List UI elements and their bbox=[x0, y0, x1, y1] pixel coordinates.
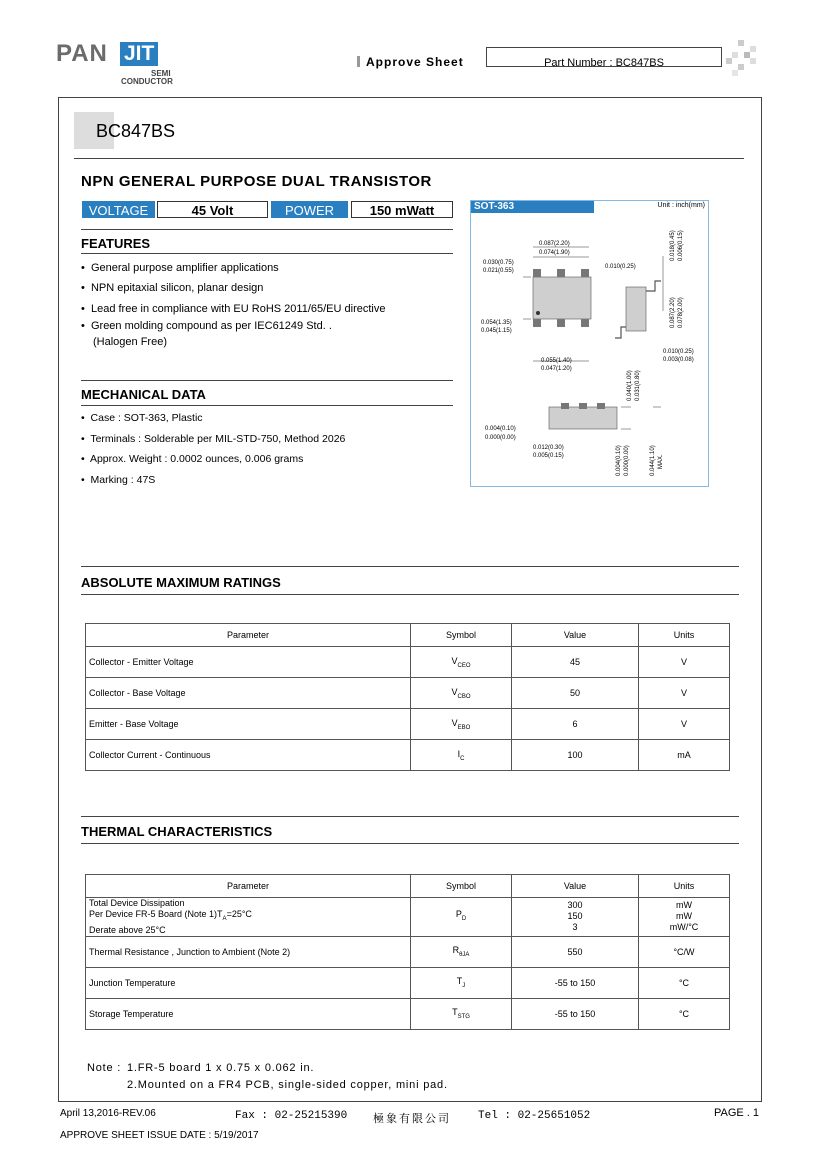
svg-text:0.006(0.15): 0.006(0.15) bbox=[678, 230, 684, 261]
svg-text:0.012(0.30): 0.012(0.30) bbox=[533, 445, 564, 451]
cell-symbol: $R_{\theta JA}$ bbox=[411, 936, 512, 967]
cell-value: 50 bbox=[512, 678, 639, 709]
svg-text:0.005(0.15): 0.005(0.15) bbox=[533, 453, 564, 459]
svg-text:0.030(0.75): 0.030(0.75) bbox=[483, 260, 514, 266]
list-item: • Marking : 47S bbox=[81, 474, 156, 486]
svg-text:0.087(2.20): 0.087(2.20) bbox=[539, 241, 570, 247]
svg-text:0.000(0.00): 0.000(0.00) bbox=[485, 435, 516, 441]
voltage-label: VOLTAGE bbox=[82, 201, 155, 218]
cell-param: Thermal Resistance , Junction to Ambient (Note 2) bbox=[86, 936, 411, 967]
footer-issue-date: APPROVE SHEET ISSUE DATE : 5/19/2017 bbox=[60, 1130, 259, 1141]
power-label: POWER bbox=[271, 201, 348, 218]
svg-text:0.003(0.08): 0.003(0.08) bbox=[663, 357, 694, 363]
logo-conductor-text: CONDUCTOR bbox=[121, 77, 173, 86]
features-title: FEATURES bbox=[81, 236, 151, 251]
svg-text:0.010(0.25): 0.010(0.25) bbox=[663, 349, 694, 355]
cell-value: -55 to 150 bbox=[512, 998, 639, 1029]
cell-symbol: $V_{CEO}$ bbox=[411, 647, 512, 678]
abs-max-table bbox=[85, 623, 730, 771]
package-outline-svg bbox=[471, 201, 710, 488]
list-item: • General purpose amplifier applications bbox=[81, 262, 279, 274]
cell-param: Emitter - Base Voltage bbox=[86, 709, 411, 740]
table-row bbox=[86, 740, 730, 771]
cell-unit: °C bbox=[639, 998, 730, 1029]
cell-value: 45 bbox=[512, 647, 639, 678]
part-title: BC847BS bbox=[96, 121, 176, 141]
svg-text:0.004(0.10): 0.004(0.10) bbox=[485, 426, 516, 432]
cell-value: 300 150 3 bbox=[512, 898, 639, 937]
svg-text:0.004(0.10): 0.004(0.10) bbox=[616, 445, 622, 476]
footer-tel: Tel : 02-25651052 bbox=[478, 1110, 591, 1122]
table-header-row bbox=[86, 624, 730, 647]
table-row bbox=[86, 647, 730, 678]
logo-jit-text: JIT bbox=[120, 42, 158, 66]
footer-date-rev: April 13,2016-REV.06 bbox=[60, 1108, 156, 1119]
cell-param: Collector - Base Voltage bbox=[86, 678, 411, 709]
footer-page: PAGE . 1 bbox=[714, 1107, 760, 1119]
svg-text:MAX.: MAX. bbox=[658, 454, 664, 469]
footer-company: 極象有限公司 bbox=[373, 1113, 451, 1125]
product-subtitle: NPN GENERAL PURPOSE DUAL TRANSISTOR bbox=[81, 173, 432, 190]
svg-text:0.031(0.80): 0.031(0.80) bbox=[635, 370, 641, 401]
table-row bbox=[86, 936, 730, 967]
list-item: • NPN epitaxial silicon, planar design bbox=[81, 282, 264, 294]
table-row bbox=[86, 709, 730, 740]
corner-decoration-icon bbox=[726, 40, 762, 76]
cell-param: Total Device Dissipation Per Device FR-5 Board (Note $1)T_A=25^\circ C$ Derate above 25°C bbox=[86, 898, 411, 937]
cell-value: 550 bbox=[512, 936, 639, 967]
cell-unit: V bbox=[639, 678, 730, 709]
panjit-logo bbox=[56, 40, 181, 86]
svg-text:0.074(1.90): 0.074(1.90) bbox=[539, 250, 570, 256]
svg-text:0.047(1.20): 0.047(1.20) bbox=[541, 366, 572, 372]
abs-max-title: ABSOLUTE MAXIMUM RATINGS bbox=[81, 575, 281, 590]
cell-param: Junction Temperature bbox=[86, 967, 411, 998]
cell-symbol: $V_{EBO}$ bbox=[411, 709, 512, 740]
power-value: 150 mWatt bbox=[351, 201, 453, 218]
package-unit: Unit : inch(mm) bbox=[657, 202, 705, 209]
table-row bbox=[86, 898, 730, 937]
svg-text:0.087(2.20): 0.087(2.20) bbox=[670, 297, 676, 328]
svg-text:0.018(0.45): 0.018(0.45) bbox=[670, 230, 676, 261]
cell-symbol: $I_C$ bbox=[411, 740, 512, 771]
svg-text:0.045(1.15): 0.045(1.15) bbox=[481, 328, 512, 334]
list-item: • Lead free in compliance with EU RoHS 2011/65/EU directive bbox=[81, 303, 386, 315]
logo-semi-text: SEMI bbox=[151, 69, 171, 78]
voltage-value: 45 Volt bbox=[157, 201, 268, 218]
table-header-row bbox=[86, 875, 730, 898]
svg-text:0.000(0.00): 0.000(0.00) bbox=[624, 445, 630, 476]
header-units: Units bbox=[639, 624, 730, 647]
table-row bbox=[86, 967, 730, 998]
cell-symbol: $T_J$ bbox=[411, 967, 512, 998]
cell-symbol: $V_{CBO}$ bbox=[411, 678, 512, 709]
header-value: Value bbox=[512, 875, 639, 898]
package-drawing bbox=[470, 200, 709, 487]
cell-unit: mA bbox=[639, 740, 730, 771]
part-number-box: Part Number : BC847BS bbox=[486, 47, 722, 67]
svg-text:0.055(1.40): 0.055(1.40) bbox=[541, 358, 572, 364]
cell-param: Collector - Emitter Voltage bbox=[86, 647, 411, 678]
header-symbol: Symbol bbox=[411, 875, 512, 898]
header-symbol: Symbol bbox=[411, 624, 512, 647]
package-name: SOT-363 bbox=[471, 201, 594, 213]
svg-text:0.078(2.00): 0.078(2.00) bbox=[678, 297, 684, 328]
approve-sheet-label: Approve Sheet bbox=[357, 55, 464, 69]
note-1: 1.FR-5 board 1 x 0.75 x 0.062 in. bbox=[127, 1062, 315, 1074]
cell-unit: mW mW mW/°C bbox=[639, 898, 730, 937]
cell-value: 6 bbox=[512, 709, 639, 740]
note-label: Note : bbox=[87, 1062, 122, 1074]
cell-param: Collector Current - Continuous bbox=[86, 740, 411, 771]
cell-unit: V bbox=[639, 709, 730, 740]
cell-value: -55 to 150 bbox=[512, 967, 639, 998]
header-parameter: Parameter bbox=[86, 875, 411, 898]
svg-text:0.044(1.10): 0.044(1.10) bbox=[650, 445, 656, 476]
list-item: • Terminals : Solderable per MIL-STD-750, Method 2026 bbox=[81, 433, 346, 445]
footer-fax: Fax : 02-25215390 bbox=[235, 1110, 348, 1122]
cell-unit: °C/W bbox=[639, 936, 730, 967]
list-item: (Halogen Free) bbox=[93, 336, 167, 348]
cell-param: Storage Temperature bbox=[86, 998, 411, 1029]
cell-value: 100 bbox=[512, 740, 639, 771]
svg-text:0.010(0.25): 0.010(0.25) bbox=[605, 264, 636, 270]
list-item: • Approx. Weight : 0.0002 ounces, 0.006 grams bbox=[81, 453, 304, 465]
header-units: Units bbox=[639, 875, 730, 898]
svg-text:0.040(1.00): 0.040(1.00) bbox=[627, 370, 633, 401]
table-row bbox=[86, 998, 730, 1029]
cell-symbol: $P_D$ bbox=[411, 898, 512, 937]
list-item: • Green molding compound as per IEC61249 Std. . bbox=[81, 320, 332, 332]
list-item: • Case : SOT-363, Plastic bbox=[81, 412, 203, 424]
svg-text:0.054(1.35): 0.054(1.35) bbox=[481, 320, 512, 326]
header-parameter: Parameter bbox=[86, 624, 411, 647]
header-value: Value bbox=[512, 624, 639, 647]
cell-symbol: $T_{STG}$ bbox=[411, 998, 512, 1029]
svg-text:0.021(0.55): 0.021(0.55) bbox=[483, 268, 514, 274]
cell-unit: V bbox=[639, 647, 730, 678]
cell-unit: °C bbox=[639, 967, 730, 998]
mechanical-title: MECHANICAL DATA bbox=[81, 387, 206, 402]
table-row bbox=[86, 678, 730, 709]
thermal-title: THERMAL CHARACTERISTICS bbox=[81, 824, 273, 839]
note-2: 2.Mounted on a FR4 PCB, single-sided copper, mini pad. bbox=[127, 1079, 448, 1091]
thermal-table bbox=[85, 874, 730, 1030]
logo-pan-text: PAN bbox=[56, 40, 108, 67]
